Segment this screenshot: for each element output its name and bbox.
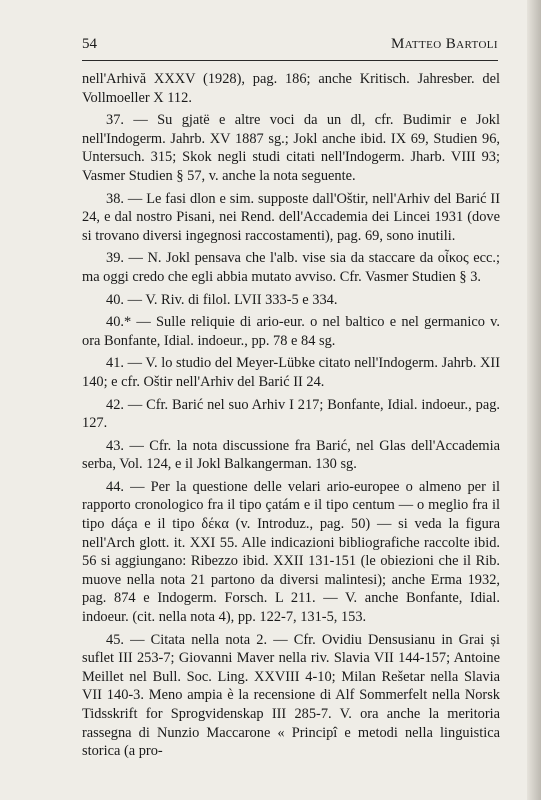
page-number: 54 [82, 36, 97, 52]
note-42: 42. — Cfr. Barić nel suo Arhiv I 217; Bonfante, Idial. indoeur., pag. 127. [82, 396, 500, 432]
note-37: 37. — Su gjatë e altre voci da un dl, cfr. Budimir e Jokl nell'Indogerm. Jahrb. XV 1887 sg.; Jokl anche ibid. IX 69, Studien 96, Untersuch. 315; Skok negli studi citati nell'Indogerm. Jharb. VIII 93; Vasmer Studien § 57, v. anche la nota seguente. [82, 112, 500, 184]
footnotes-body [82, 70, 500, 765]
page-header [82, 36, 498, 58]
running-title: Matteo Bartoli [391, 36, 498, 52]
note-continuation: nell'Arhivă XXXV (1928), pag. 186; anche Kritisch. Jahresber. del Vollmoeller X 112. [82, 71, 500, 106]
note-44: 44. — Per la questione delle velari ario-europee o almeno per il rapporto cronologico fra il tipo çatám e il tipo centum — o meglio fra il tipo dáça e il tipo δέκα (v. Introduz., pag. 50) — si veda la figura nell'Arch glott. it. XXI 55. Alle indicazioni bibliografiche raccolte ibid. 56 si aggiungano: Ribezzo ibid. XXII 131-151 (le obiezioni che il Rib. muove nella nota 21 partono da diversi malintesi); anche Erma 1932, pag. 874 e Indogerm. Forsch. L 211. — V. anche Bonfante, Idial. indoeur. (cit. nella nota 4), pp. 122-7, 131-5, 153. [82, 478, 500, 626]
page-edge-shadow [527, 0, 541, 800]
note-40: 40. — V. Riv. di filol. LVII 333-5 e 334. [106, 291, 338, 308]
note-43: 43. — Cfr. la nota discussione fra Barić, nel Glas dell'Accademia serba, Vol. 124, e il Jokl Balkangerman. 130 sg. [82, 437, 500, 473]
note-40-star: 40.* — Sulle reliquie di ario-eur. o nel baltico e nel germanico v. ora Bonfante, Idial. indoeur., pp. 78 e 84 sg. [82, 314, 500, 349]
note-41: 41. — V. lo studio del Meyer-Lübke citato nell'Indogerm. Jahrb. XII 140; e cfr. Oštir nell'Arhiv del Barić II 24. [82, 355, 500, 390]
header-rule [82, 60, 498, 61]
note-39: 39. — N. Jokl pensava che l'alb. vise sia da staccare da οἶκος ecc.; ma oggi credo che egli abbia mutato avviso. Cfr. Vasmer Studien § 3. [82, 250, 500, 285]
note-45: 45. — Citata nella nota 2. — Cfr. Ovidiu Densusianu in Grai și suflet III 253-7; Giovanni Maver nella riv. Slavia VII 144-157; Antoine Meillet nel Bull. Soc. Ling. XXVIII 4-10; Milan Rešetar nella Slavia VII 140-3. Meno ampia è la recensione di Alf Sommerfelt nella Norsk Tidsskrift for Sprogvidenskap III 285-7. V. ora anche la meritoria rassegna di Nunzio Maccarone « Principî e metodi nella linguistica storica (a pro- [82, 631, 500, 760]
note-38: 38. — Le fasi dlon e sim. supposte dall'Oštir, nell'Arhiv del Barić II 24, e dal nostro Pisani, nei Rend. dell'Accademia dei Lincei 1931 (dove si trovano diversi ingegnosi raccostamenti), pag. 69, sono inutili. [82, 190, 500, 244]
